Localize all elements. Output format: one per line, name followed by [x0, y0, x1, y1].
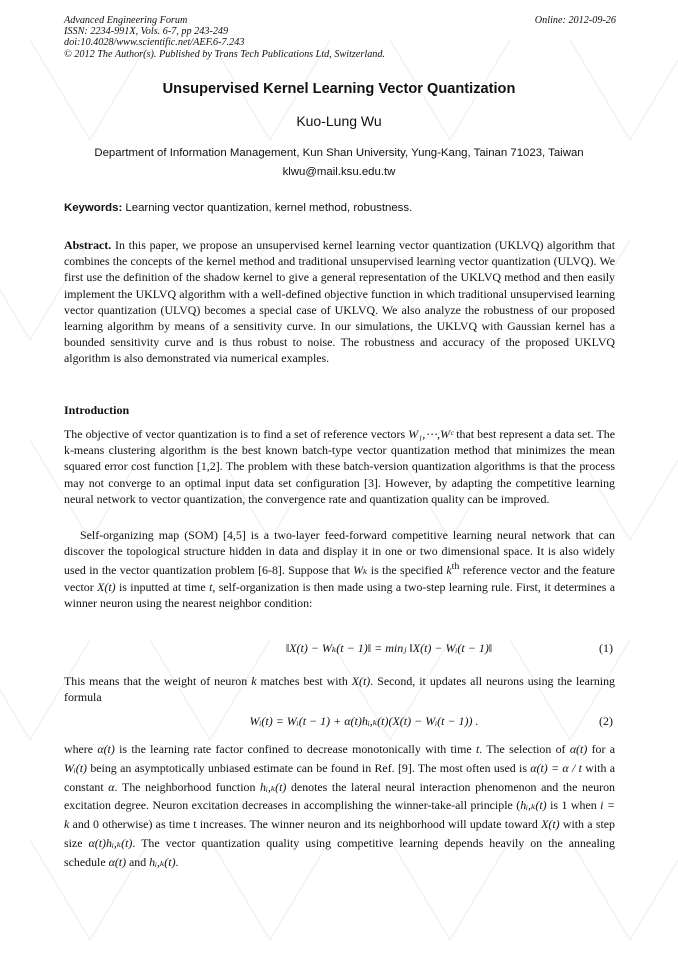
- intro-paragraph-4: where α(t) is the learning rate factor confined to decrease monotonically with time t. The selection of α(t) for a Wᵢ(t) being an asymptotically unbiased estimate can be found in Ref. [9]. The most often used is α(t) = α / t with a constant α. The neighborhood function hᵢ,ₖ(t) denotes the lateral neural interaction phenomenon and the neuron excitation degree. Neuron excitation decreases in accomplishing the winner-take-all principle (hᵢ,ₖ(t) is 1 when i = k and 0 otherwise) as time t increases. The winner neuron and its neighborhood will update toward X(t) with a step size α(t)hᵢ,ₖ(t). The vector quantization quality using competitive learning depends heavily on the annealing schedule α(t) and hᵢ,ₖ(t).: [64, 742, 615, 869]
- intro-paragraph-1: The objective of vector quantization is to find a set of reference vectors W₁,⋯,Wᶜ that best represent a data set. The k-means clustering algorithm is the best known batch-type vector quantization method that minimizes the mean squared error cost function [1,2]. The problem with these batch-version quantization algorithms is that the process may not converge to an optimal input data set configuration [3]. However, by adapting the competitive learning neural network to vector quantization, the convergence rate and quantization quality can be improved.: [64, 427, 615, 506]
- math-xt-2: X(t): [541, 817, 560, 832]
- math-k-inline: k: [251, 674, 257, 688]
- abstract: [64, 237, 615, 367]
- math-hik-2: hᵢ,ₖ(t): [520, 798, 547, 813]
- paper-title: Unsupervised Kernel Learning Vector Quantization: [162, 81, 516, 97]
- math-hik: hᵢ,ₖ(t): [260, 779, 287, 794]
- equation-1-body: ‖X(t) − Wₖ(t − 1)‖ = minⱼ ‖X(t) − Wᵢ(t − 1)‖: [285, 641, 493, 655]
- online-date: Online: 2012-09-26: [534, 15, 616, 26]
- math-t-inline: t: [475, 742, 480, 756]
- math-k: k: [446, 563, 452, 578]
- intro-paragraph-3: This means that the weight of neuron k matches best with X(t). Second, it updates all neurons using the learning formula: [64, 674, 615, 705]
- math-alpha-def: α(t) = α / t: [530, 760, 582, 775]
- intro-paragraph-2: Self-organizing map (SOM) [4,5] is a two-layer feed-forward competitive learning neural network that can discover the topological structure hidden in data and display it in one or two dimensional space. It is also widely used in the vector quantization problem [6-8]. Suppose that Wₖ is the specified $k^{th}$ reference vector and the feature vector X(t) is inputted at time t, self-organization is then made using a two-step learning rule. First, it determines a winner neuron using the nearest neighbor condition:: [64, 528, 616, 610]
- math-xt: X(t): [97, 579, 116, 594]
- copyright-line: © 2012 The Author(s). Published by Trans Tech Publications Ltd, Switzerland.: [64, 48, 386, 60]
- journal-name: Advanced Engineering Forum: [64, 15, 188, 26]
- abstract-text: In this paper, we propose an unsupervised kernel learning vector quantization (UKLVQ) algorithm that combines the concepts of the kernel method and traditional unsupervised learning vector quantization (ULVQ). We first use the definition of the shadow kernel to give a general representation of the UKLVQ method and then easily implement the UKLVQ algorithm with a well-defined objective function in which traditional unsupervised learning vector quantization (ULVQ) becomes a special case of UKLVQ. We also analyze the robustness of our proposed learning algorithm by means of a sensitivity curve. In our simulations, the UKLVQ with Gaussian kernel has a bounded sensitivity curve and is thus robust to noise. The robustness and accuracy of the proposed UKLVQ algorithm is also demonstrated via numerical examples.: [64, 238, 615, 366]
- issn-line: ISSN: 2234-991X, Vols. 6-7, pp 243-249: [64, 26, 229, 38]
- math-step-size: α(t)hᵢ,ₖ(t): [88, 835, 133, 850]
- superscript-th: th: [451, 561, 460, 573]
- keywords: [64, 202, 616, 214]
- author-email: klwu@mail.ksu.edu.tw: [282, 166, 396, 178]
- abstract-label: Abstract.: [64, 238, 112, 252]
- math-t: t: [209, 579, 213, 594]
- keywords-label: Keywords:: [64, 202, 123, 214]
- math-wi-t: Wᵢ(t): [64, 760, 88, 775]
- equation-2-body: Wᵢ(t) = Wᵢ(t − 1) + α(t)hᵢ,ₖ(t)(X(t) − Wᵢ(t − 1)) .: [249, 714, 479, 728]
- keywords-text: Learning vector quantization, kernel method, robustness.: [122, 202, 413, 214]
- math-alpha-t-3: α(t): [108, 854, 127, 869]
- affiliation: Department of Information Management, Kun Shan University, Yung-Kang, Tainan 71023, Taiwan: [94, 147, 584, 159]
- math-i-eq-k: i = k: [64, 798, 615, 832]
- math-alpha-t-2: α(t): [569, 742, 588, 756]
- section-heading-introduction: Introduction: [64, 403, 130, 417]
- math-hik-3: hᵢ,ₖ(t): [149, 854, 176, 869]
- doi-line: doi:10.4028/www.scientific.net/AEF.6-7.243: [64, 37, 245, 49]
- math-alpha: α: [108, 779, 115, 794]
- math-reference-vectors: W₁,⋯,Wᶜ: [408, 427, 454, 441]
- author-name: Kuo-Lung Wu: [296, 113, 382, 129]
- math-xt-inline: X(t): [351, 674, 371, 688]
- journal-header: [64, 15, 616, 60]
- equation-1-number: (1): [599, 641, 613, 655]
- math-wk: Wₖ: [353, 563, 368, 578]
- math-alpha-t: α(t): [97, 742, 115, 756]
- equation-2-number: (2): [599, 714, 613, 728]
